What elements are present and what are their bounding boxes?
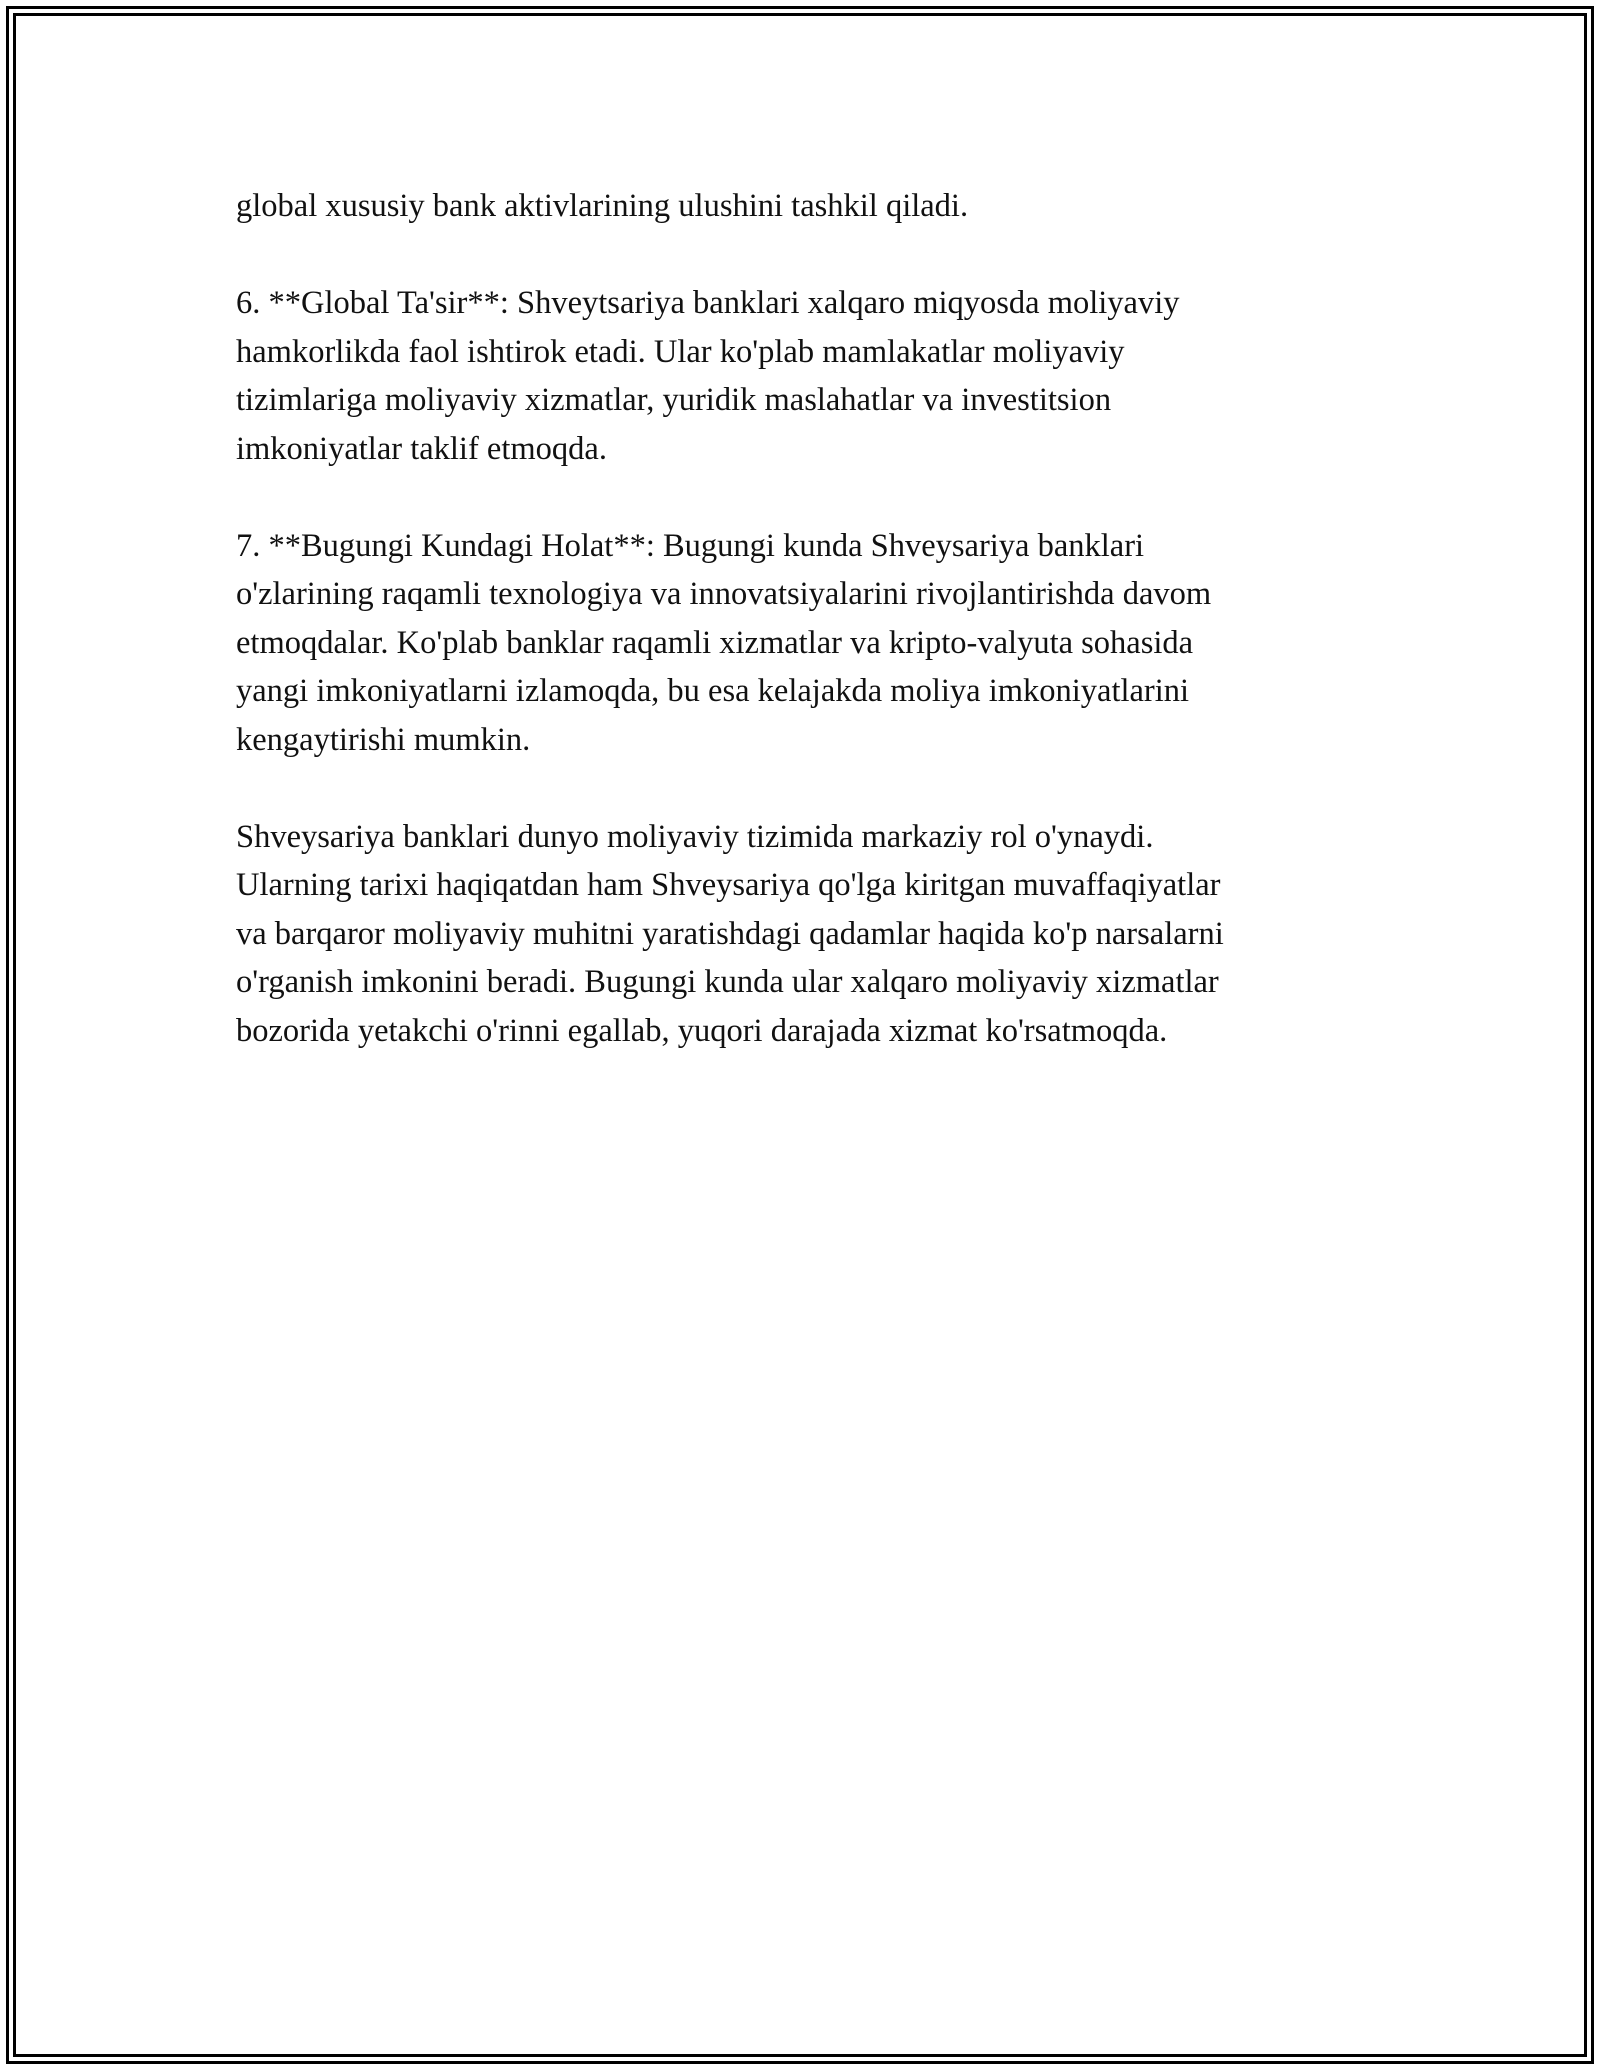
text-line: etmoqdalar. Ko'plab banklar raqamli xizmatlar va kripto-valyuta sohasida [236,624,1194,661]
text-line: o'zlarining raqamli texnologiya va innovatsiyalarini rivojlantirishda davom [236,576,1212,612]
text-line: imkoniyatlar taklif etmoqda. [236,430,607,467]
text-line: va barqaror moliyaviy muhitni yaratishdagi qadamlar haqida ko'p narsalarni [236,915,1224,952]
text-line: 6. **Global Ta'sir**: Shveytsariya banklari xalqaro miqyosda moliyaviy [236,285,1180,321]
text-line: Ularning tarixi haqiqatdan ham Shveysariya qo'lga kiritgan muvaffaqiyatlar [236,867,1221,903]
text-line: tizimlariga moliyaviy xizmatlar, yuridik maslahatlar va investitsion [236,382,1112,418]
text-line: yangi imkoniyatlarni izlamoqda, bu esa kelajakda moliya imkoniyatlarini [236,673,1190,709]
text-line: o'rganish imkonini beradi. Bugungi kunda ular xalqaro moliyaviy xizmatlar [236,964,1219,1000]
text-line: 7. **Bugungi Kundagi Holat**: Bugungi kunda Shveysariya banklari [236,527,1145,564]
text-line: bozorida yetakchi o'rinni egallab, yuqori darajada xizmat ko'rsatmoqda. [236,1012,1168,1049]
text-line: Shveysariya banklari dunyo moliyaviy tizimida markaziy rol o'ynaydi. [236,818,1154,855]
text-line: hamkorlikda faol ishtirok etadi. Ular ko'plab mamlakatlar moliyaviy [236,333,1125,370]
paragraph-conclusion [236,813,1376,1056]
document-body [236,182,1376,1104]
text-line: kengaytirishi mumkin. [236,721,531,758]
paragraph-continuation [236,182,1376,231]
paragraph-global-tasir [236,279,1376,473]
paragraph-bugungi-holat [236,522,1376,765]
text-line: global xususiy bank aktivlarining ulushini tashkil qiladi. [236,188,969,224]
